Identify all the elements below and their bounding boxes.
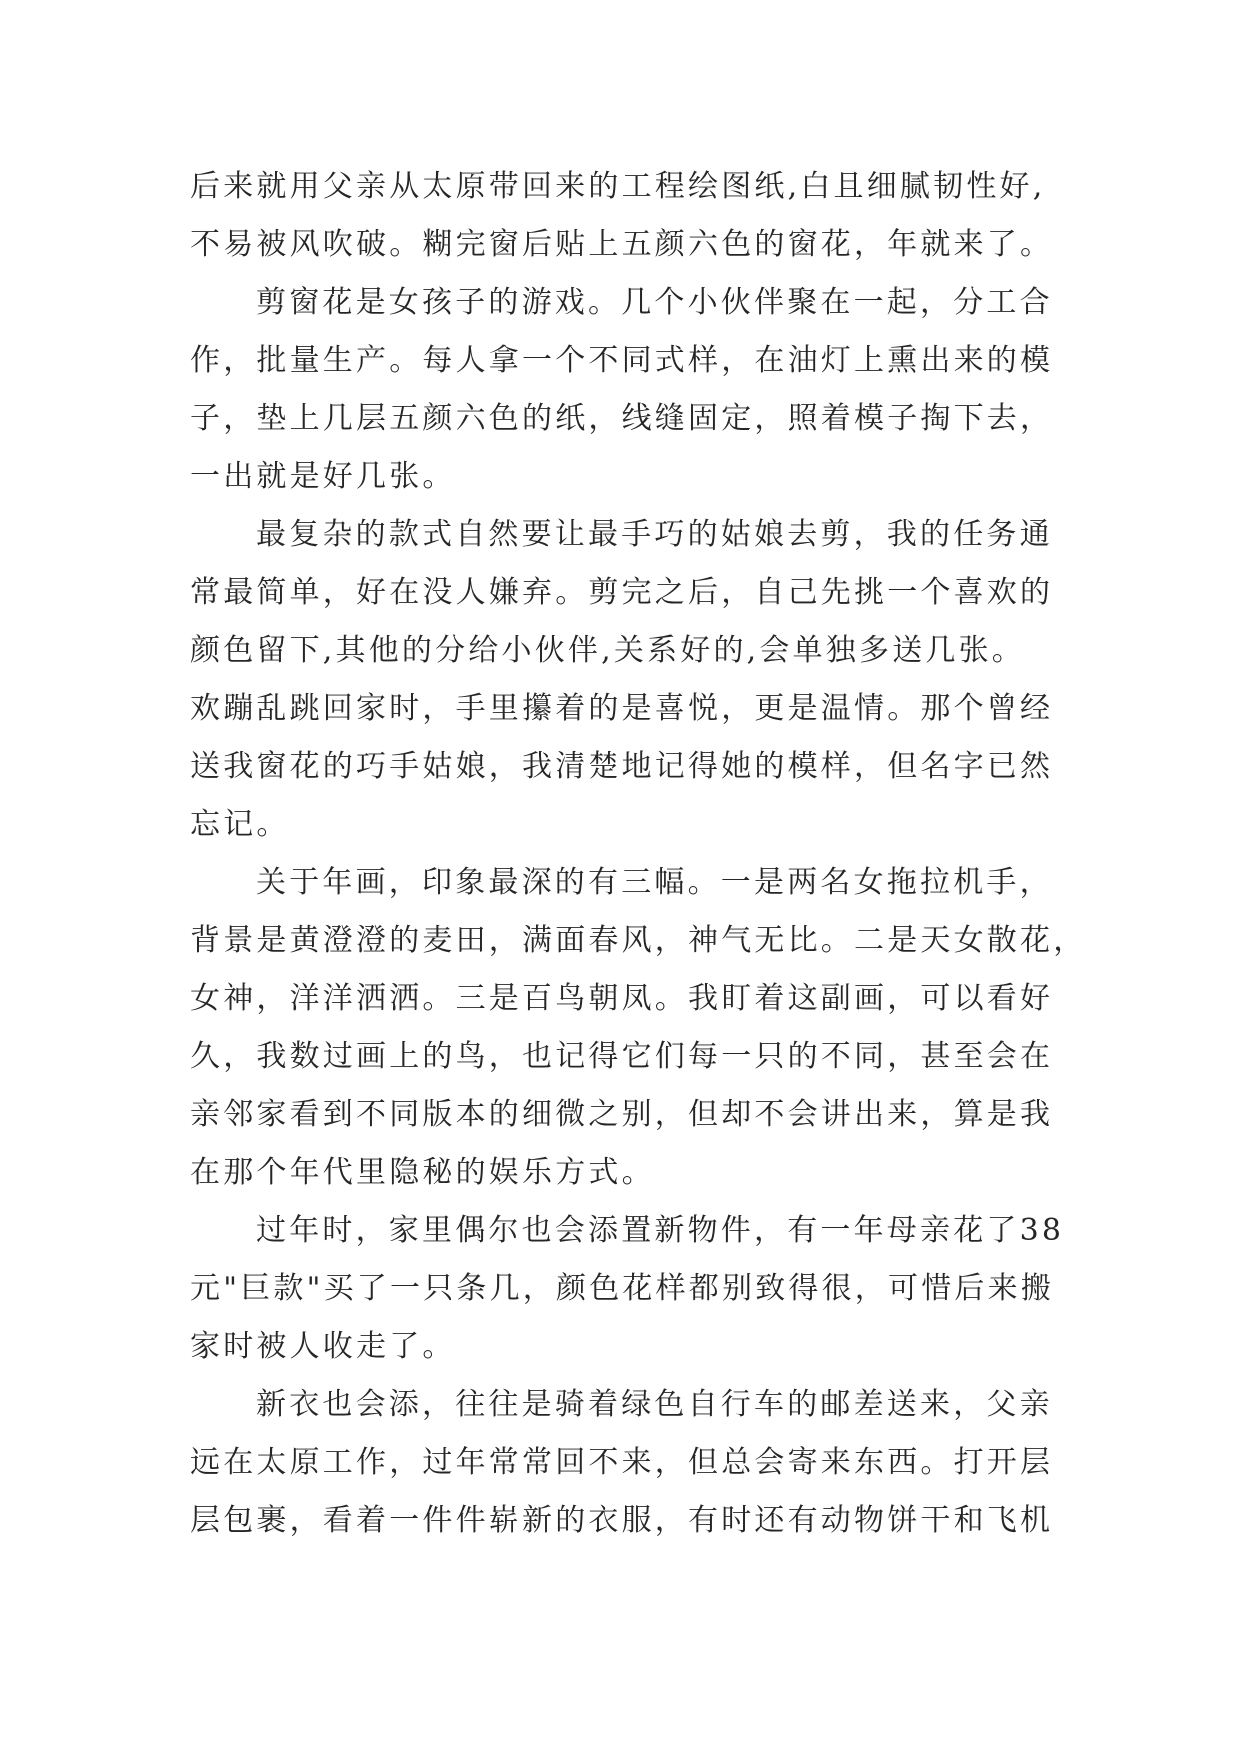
text-line: 送我窗花的巧手姑娘，我清楚地记得她的模样，但名字已然 bbox=[190, 749, 1054, 784]
text-line: 亲邻家看到不同版本的细微之别，但却不会讲出来，算是我 bbox=[190, 1097, 1054, 1132]
text-line: 忘记。 bbox=[190, 807, 290, 842]
text-line: 远在太原工作，过年常常回不来，但总会寄来东西。打开层 bbox=[190, 1445, 1054, 1480]
text-line: 剪窗花是女孩子的游戏。几个小伙伴聚在一起，分工合 bbox=[256, 285, 1053, 320]
document-body bbox=[190, 158, 1090, 1550]
text-line: 作，批量生产。每人拿一个不同式样，在油灯上熏出来的模 bbox=[190, 343, 1054, 378]
text-line: 颜色留下,其他的分给小伙伴,关系好的,会单独多送几张。 bbox=[190, 633, 1026, 668]
text-line: 过年时，家里偶尔也会添置新物件，有一年母亲花了38 bbox=[256, 1213, 1065, 1248]
paragraph-new-year-paintings bbox=[190, 854, 1090, 1202]
paragraph-new-clothes bbox=[190, 1376, 1090, 1550]
paragraph-skillful-girl bbox=[190, 506, 1090, 854]
text-line: 家时被人收走了。 bbox=[190, 1329, 456, 1364]
text-line: 一出就是好几张。 bbox=[190, 459, 456, 494]
text-line: 背景是黄澄澄的麦田，满面春风，神气无比。二是天女散花， bbox=[190, 923, 1087, 958]
paragraph-window-paper bbox=[190, 158, 1090, 274]
paragraph-new-furniture bbox=[190, 1202, 1090, 1376]
text-line: 关于年画，印象最深的有三幅。一是两名女拖拉机手， bbox=[256, 865, 1053, 900]
text-line: 在那个年代里隐秘的娱乐方式。 bbox=[190, 1155, 655, 1190]
paragraph-paper-cutting bbox=[190, 274, 1090, 506]
text-line: 子，垫上几层五颜六色的纸，线缝固定，照着模子掏下去， bbox=[190, 401, 1054, 436]
text-line: 久，我数过画上的鸟，也记得它们每一只的不同，甚至会在 bbox=[190, 1039, 1054, 1074]
text-line: 后来就用父亲从太原带回来的工程绘图纸,白且细腻韧性好, bbox=[190, 169, 1046, 204]
text-line: 常最简单，好在没人嫌弃。剪完之后，自己先挑一个喜欢的 bbox=[190, 575, 1054, 610]
text-line: 元"巨款"买了一只条几，颜色花样都别致得很，可惜后来搬 bbox=[190, 1271, 1054, 1306]
text-line: 女神，洋洋洒洒。三是百鸟朝凤。我盯着这副画，可以看好 bbox=[190, 981, 1054, 1016]
text-line: 最复杂的款式自然要让最手巧的姑娘去剪，我的任务通 bbox=[256, 517, 1053, 552]
text-line: 新衣也会添，往往是骑着绿色自行车的邮差送来，父亲 bbox=[256, 1387, 1053, 1422]
text-line: 不易被风吹破。糊完窗后贴上五颜六色的窗花，年就来了。 bbox=[190, 227, 1054, 262]
text-line: 层包裹，看着一件件崭新的衣服，有时还有动物饼干和飞机 bbox=[190, 1503, 1054, 1538]
text-line: 欢蹦乱跳回家时，手里攥着的是喜悦，更是温情。那个曾经 bbox=[190, 691, 1054, 726]
